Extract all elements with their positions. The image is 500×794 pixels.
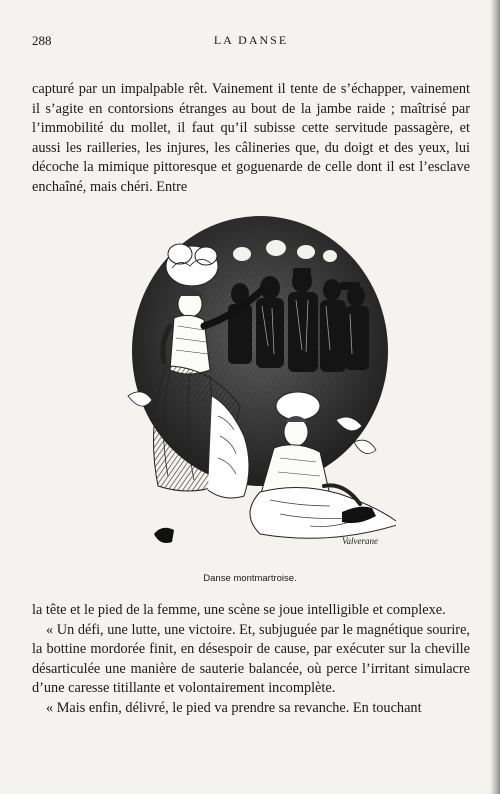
page-edge-shadow — [490, 0, 500, 794]
paragraph: « Mais enfin, délivré, le pied va prendre sa revanche. En touchant — [46, 699, 422, 716]
paragraph: capturé par un impalpable rêt. Vainement il tente de s’échapper, vainement il s’agite en contorsions étranges au bout de la jambe raide ; maîtrisé par l’immobilité du mollet, il faut qu’il subisse cette servitude passagère, et aussi les railleries, les injures, les câlineries que, du doigt et des yeux, lui décoche la mimique pittoresque et goguenarde de celle dont il est l’esclave enchaîné, mais chéri. Entre — [32, 81, 470, 195]
page-number: 288 — [32, 33, 52, 48]
running-title: LA DANSE — [213, 33, 289, 47]
body-text-bottom — [32, 601, 470, 719]
paragraph: « Un défi, une lutte, une victoire. Et, subjuguée par le magnétique sourire, la bottine mordorée finit, en désespoir de cause, par exécuter sur la cheville désarticulée une manière de sauterie balancée, où perce l’irritant simulacre d’une caresse titillante et volontairement incomplète. — [32, 621, 470, 697]
body-text-top — [32, 80, 470, 198]
figure-caption: Danse montmartroise. — [203, 573, 297, 584]
artist-signature: Valverane — [342, 536, 378, 546]
page-header — [32, 33, 470, 51]
dance-illustration — [110, 196, 396, 562]
paragraph: la tête et le pied de la femme, une scène se joue intelligible et complexe. — [32, 602, 446, 618]
